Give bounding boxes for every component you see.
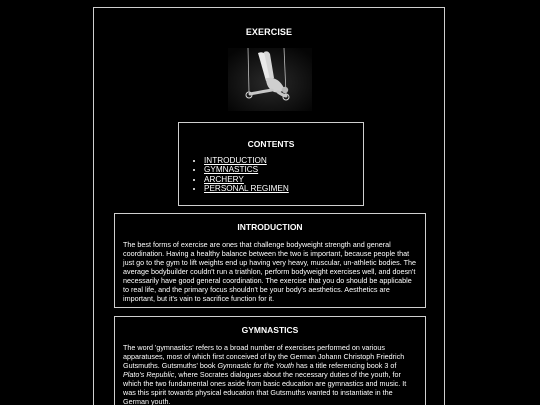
- list-item: [204, 156, 289, 165]
- book-title-platos-republic: Plato's Republic: [123, 370, 175, 379]
- gymnastics-heading: GYMNASTICS: [241, 325, 299, 335]
- book-title-gymnastic-for-the-youth: Gymnastic for the Youth: [217, 361, 295, 370]
- introduction-heading: INTRODUCTION: [237, 222, 303, 232]
- contents-link-introduction[interactable]: INTRODUCTION: [204, 156, 267, 165]
- list-item: [204, 165, 289, 174]
- contents-link-gymnastics[interactable]: GYMNASTICS: [204, 165, 259, 175]
- contents-title: CONTENTS: [247, 139, 295, 149]
- contents-list: [193, 156, 289, 194]
- contents-box: [178, 122, 364, 206]
- page-frame: [93, 7, 445, 405]
- contents-link-personal-regimen[interactable]: PERSONAL REGIMEN: [204, 184, 289, 194]
- gymnastics-text-part: , where Socrates dialogues about the necessary duties of the youth, for which the two fundamental ones aside from basic education are gymnastics and music. It was this spirit towards physical education that Gutsmuths wanted to instantiate in the German youth.: [123, 370, 407, 405]
- list-item: [204, 184, 289, 193]
- introduction-section: [114, 213, 426, 308]
- gymnastics-text-part: The word 'gymnastics' refers to a broad number of exercises performed on various apparatuses, most of which first conceived of by the German Johann Christoph Friedrich Gutsmuths. Gutsmuths' book: [123, 343, 405, 370]
- gymnast-on-rings-photo: [228, 48, 312, 111]
- gymnastics-section: [114, 316, 426, 405]
- page-title: EXERCISE: [245, 27, 293, 37]
- gymnastics-text: [123, 343, 417, 405]
- contents-link-archery[interactable]: ARCHERY: [204, 174, 244, 184]
- introduction-text: The best forms of exercise are ones that challenge bodyweight strength and general coordination. Having a healthy balance between the two is important, because people that just go to the gym to lift weights end up having very heavy, muscular, un-athletic bodies. The average bodybuilder couldn't run a triathlon, perform bodyweight exercises well, and doesn't necessarily have good general coordination. The exercise that you do should be applicable to real life, and the primary focus shouldn't be your body's aesthetics. Aesthetics are important, but it's vain to sacrifice function for it.: [123, 240, 416, 303]
- list-item: [204, 175, 289, 184]
- gymnastics-text-part: has a title referencing book 3 of: [294, 361, 397, 370]
